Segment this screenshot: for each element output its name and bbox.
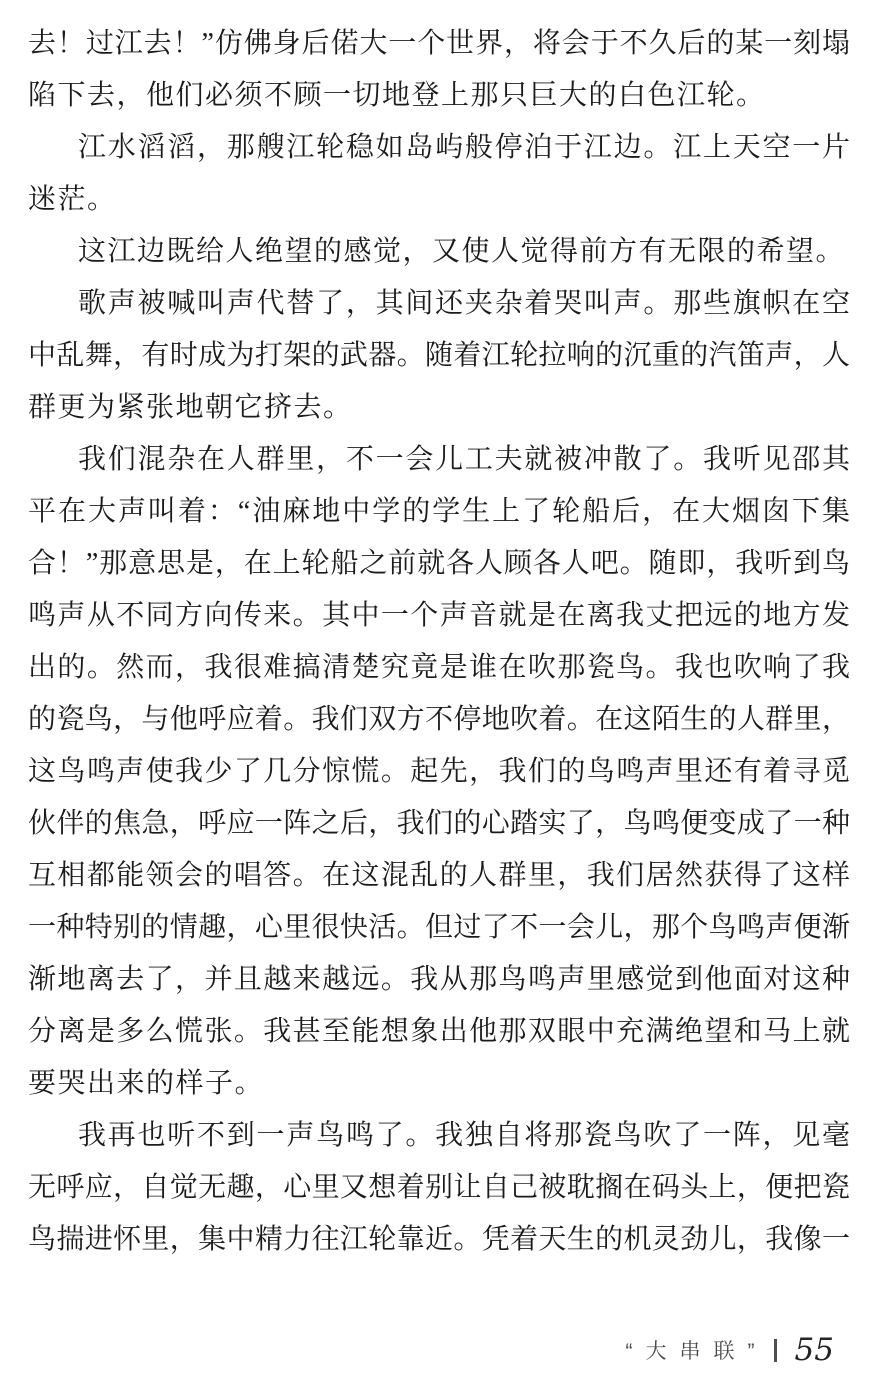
text-line: 伙伴的焦急，呼应一阵之后，我们的心踏实了，鸟鸣便变成了一种: [28, 808, 850, 839]
text-line: 中乱舞，有时成为打架的武器。随着江轮拉响的沉重的汽笛声，人: [28, 340, 850, 371]
text-line: 去！过江去！”仿佛身后偌大一个世界，将会于不久后的某一刻塌: [28, 28, 850, 59]
text-line: 鸟揣进怀里，集中精力往江轮靠近。凭着天生的机灵劲儿，我像一: [28, 1224, 850, 1255]
text-line: 我再也听不到一声鸟鸣了。我独自将那瓷鸟吹了一阵，见毫: [78, 1120, 850, 1151]
text-line: 歌声被喊叫声代替了，其间还夹杂着哭叫声。那些旗帜在空: [78, 288, 850, 319]
text-line: 互相都能领会的唱答。在这混乱的人群里，我们居然获得了这样: [28, 860, 850, 891]
text-block: [28, 18, 850, 1266]
text-line: 我们混杂在人群里，不一会儿工夫就被冲散了。我听见邵其: [78, 444, 850, 475]
text-line: 江水滔滔，那艘江轮稳如岛屿般停泊于江边。江上天空一片: [78, 132, 850, 163]
text-line: 鸣声从不同方向传来。其中一个声音就是在离我丈把远的地方发: [28, 600, 850, 631]
footer: [626, 1328, 834, 1372]
text-line: 陷下去，他们必须不顾一切地登上那只巨大的白色江轮。: [28, 80, 766, 111]
text-line: 一种特别的情趣，心里很快活。但过了不一会儿，那个鸟鸣声便渐: [28, 912, 850, 943]
text-line: 的瓷鸟，与他呼应着。我们双方不停地吹着。在这陌生的人群里，: [28, 704, 850, 735]
paragraph: [28, 18, 850, 122]
paragraph: [28, 226, 850, 278]
paragraph: [28, 278, 850, 434]
text-line: 这江边既给人绝望的感觉，又使人觉得前方有无限的希望。: [78, 236, 846, 267]
text-line: 分离是多么慌张。我甚至能想象出他那双眼中充满绝望和马上就: [28, 1016, 850, 1047]
text-line: 平在大声叫着：“油麻地中学的学生上了轮船后，在大烟囱下集: [28, 496, 850, 527]
text-line: 渐地离去了，并且越来越远。我从那鸟鸣声里感觉到他面对这种: [28, 964, 850, 995]
text-line: 出的。然而，我很难搞清楚究竟是谁在吹那瓷鸟。我也吹响了我: [28, 652, 850, 683]
paragraph: [28, 122, 850, 226]
chapter-title: “大串联”: [625, 1340, 768, 1363]
text-line: 要哭出来的样子。: [28, 1068, 265, 1099]
text-line: 迷茫。: [28, 184, 117, 215]
text-line: 合！”那意思是，在上轮船之前就各人顾各人吧。随即，我听到鸟: [28, 548, 850, 579]
paragraph: [28, 434, 850, 1110]
text-line: 群更为紧张地朝它挤去。: [28, 392, 353, 423]
paragraph: [28, 1110, 850, 1266]
footer-divider-bar: [774, 1339, 777, 1362]
text-line: 这鸟鸣声使我少了几分惊慌。起先，我们的鸟鸣声里还有着寻觅: [28, 756, 850, 787]
page-number: 55: [794, 1332, 834, 1368]
text-line: 无呼应，自觉无趣，心里又想着别让自己被耽搁在码头上，便把瓷: [28, 1172, 850, 1203]
